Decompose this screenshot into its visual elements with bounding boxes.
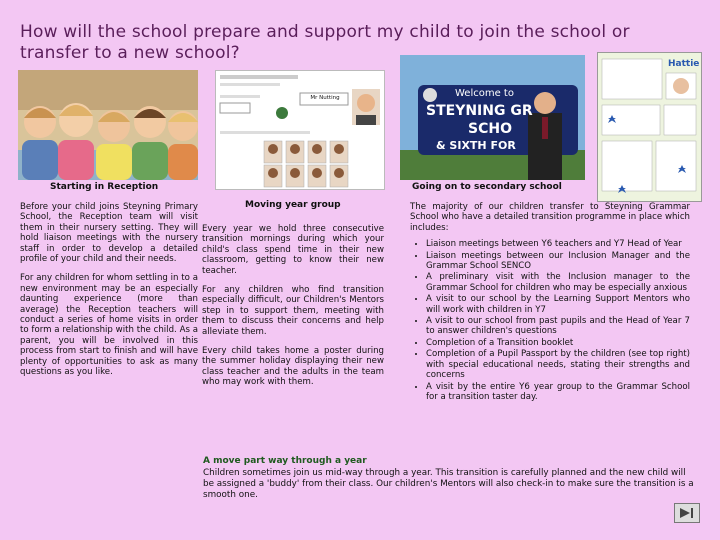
next-slide-button[interactable] <box>674 503 700 523</box>
reception-heading: Starting in Reception <box>50 182 159 192</box>
sign-line-4: & SIXTH FOR <box>436 139 516 152</box>
moving-paragraph-3: Every child takes home a poster during the summer holiday displaying their new class teacher and the adults in the team who may work with them. <box>202 346 384 388</box>
bullet-item: • Completion of a Transition booklet <box>426 338 690 348</box>
page-title: How will the school prepare and support my child to join the school or transfer to a new school? <box>20 22 630 63</box>
reception-children-photo <box>18 70 198 180</box>
moving-year-text <box>202 224 384 397</box>
bullet-item: • A visit to our school from past pupils and the Head of Year 7 to answer children's questions <box>426 316 690 337</box>
sign-line-2: STEYNING GR <box>426 103 533 119</box>
bullet-item: • Liaison meetings between Y6 teachers and Y7 Head of Year <box>426 239 690 249</box>
reception-text <box>20 202 198 387</box>
secondary-heading: Going on to secondary school <box>412 182 562 192</box>
bullet-item: • A visit by the entire Y6 year group to the Grammar School for a transition taster day. <box>426 382 690 403</box>
moving-paragraph-1: Every year we hold three consecutive transition mornings during which your child's class spend time in their new classroom, getting to know their new teacher. <box>202 224 384 276</box>
bullet-item: • A visit to our school by the Learning Support Mentors who will work with children in Y7 <box>426 294 690 315</box>
secondary-bullet-list <box>410 239 690 402</box>
secondary-text <box>410 202 690 403</box>
arrow-right-icon <box>675 504 699 522</box>
moving-year-heading: Moving year group <box>245 200 341 210</box>
poster-teacher-name: Mr Nutting <box>310 95 340 101</box>
midyear-heading: A move part way through a year <box>203 456 367 466</box>
passport-name: Hattie <box>668 59 700 69</box>
pupil-passport-image <box>597 52 702 202</box>
school-sign-photo <box>400 55 585 180</box>
reception-paragraph-2: For any children for whom settling in to a new environment may be an especially daunting experience (more than average) the Reception teachers will conduct a series of home visits in order to form a relationship with the child. As a parent, you will be involved in this process from start to finish and will have plenty of opportunities to ask as many questions as you like. <box>20 273 198 378</box>
reception-paragraph-1: Before your child joins Steyning Primary School, the Reception team will visit them in their nursery setting. They will hold liaison meetings with the nursery staff in order to develop a detailed profile of your child and their needs. <box>20 202 198 265</box>
class-poster-image <box>215 70 385 190</box>
sign-line-3: SCHO <box>468 121 512 137</box>
bullet-item: • Liaison meetings between our Inclusion Manager and the Grammar School SENCO <box>426 251 690 272</box>
secondary-intro: The majority of our children transfer to Steyning Grammar School who have a detailed transition programme in place which includes: <box>410 202 690 233</box>
midyear-text: Children sometimes join us mid-way through a year. This transition is carefully planned and the new child will be assigned a 'buddy' from their class. Our children's Mentors will also check-in to make sure the transition is a smooth one. <box>203 468 694 500</box>
bullet-item: • Completion of a Pupil Passport by the children (see top right) with special educational needs, stating their strengths and concerns <box>426 349 690 380</box>
sign-line-1: Welcome to <box>455 88 514 99</box>
bullet-item: • A preliminary visit with the Inclusion manager to the Grammar School for children who may be especially anxious <box>426 272 690 293</box>
moving-paragraph-2: For any children who find transition especially difficult, our Children's Mentors step in to support them, meeting with them to discuss their concerns and help alleviate them. <box>202 285 384 337</box>
